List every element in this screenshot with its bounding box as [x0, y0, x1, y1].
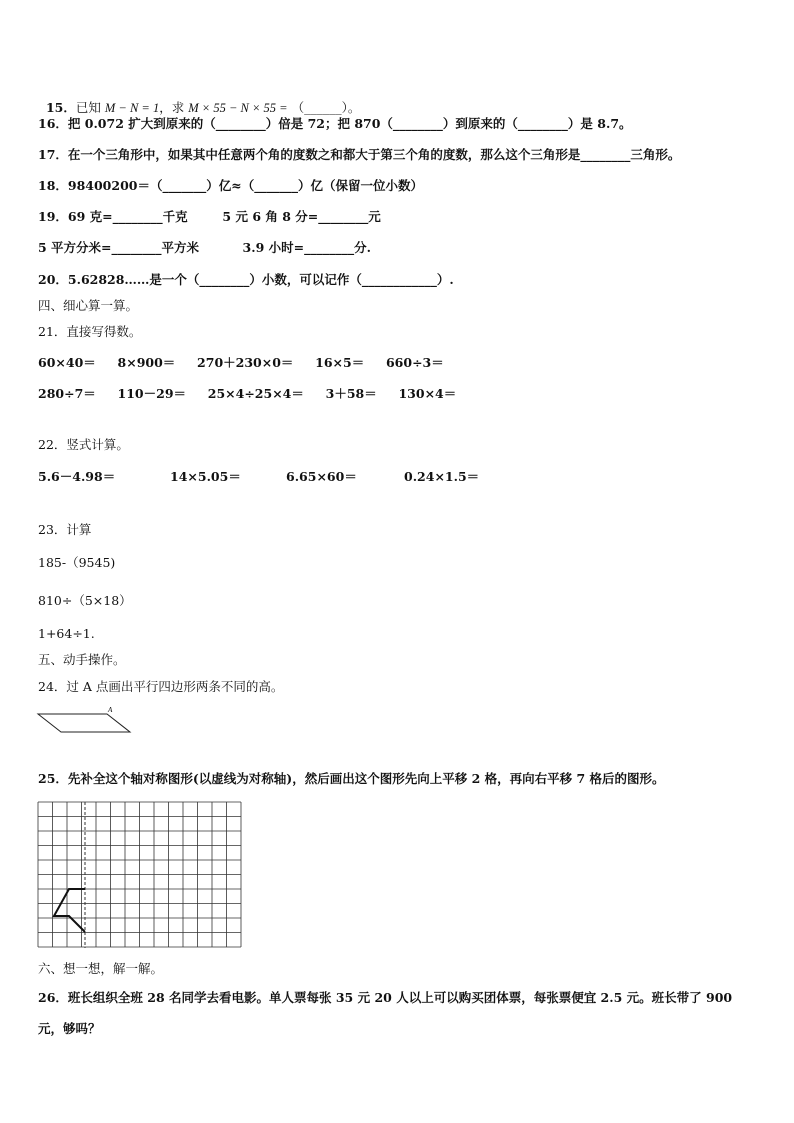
question-19-part-1: 19．69 克=________千克 5 元 6 角 8 分=________元 — [38, 209, 381, 224]
section-5-heading: 五、动手操作。 — [38, 652, 126, 667]
question-21-row-2: 280÷7＝ 110－29＝ 25×4÷25×4＝ 3＋58＝ 130×4＝ — [38, 386, 457, 401]
q15-equation-2: M × 55 − N × 55 = — [188, 101, 288, 115]
q23-expression-2: 810÷（5×18） — [38, 593, 132, 608]
section-4-heading: 四、细心算一算。 — [38, 298, 139, 313]
question-26-line-1: 26．班长组织全班 28 名同学去看电影。单人票每张 35 元 20 人以上可以购买团体票，每张票便宜 2.5 元。班长带了 900 — [38, 990, 733, 1005]
question-23: 23．计算 — [38, 522, 92, 537]
question-17: 17．在一个三角形中，如果其中任意两个角的度数之和都大于第三个角的度数，那么这个三角形是________三角形。 — [38, 147, 681, 162]
q22-item-4: 0.24×1.5＝ — [404, 469, 480, 484]
question-24: 24．过 A 点画出平行四边形两条不同的高。 — [38, 679, 284, 694]
point-a-label: A — [108, 706, 113, 714]
q15-blank: （______）。 — [291, 100, 361, 115]
question-19-part-2: 5 平方分米=________平方米 3.9 小时=________分. — [38, 240, 371, 255]
question-15 — [38, 84, 360, 116]
q15-mid: ，求 — [159, 100, 185, 115]
question-16: 16．把 0.072 扩大到原来的（________）倍是 72；把 870（________）到原来的（________）是 8.7。 — [38, 116, 632, 131]
half-figure — [54, 889, 85, 932]
question-number: 15． — [45, 100, 76, 115]
question-26-line-2: 元，够吗？ — [38, 1021, 101, 1036]
question-25: 25．先补全这个轴对称图形(以虚线为对称轴)，然后画出这个图形先向上平移 2 格，再向右平移 7 格后的图形。 — [38, 771, 665, 786]
question-22: 22．竖式计算。 — [38, 437, 129, 452]
q23-expression-3: 1+64÷1. — [38, 626, 95, 641]
question-21-row-1: 60×40＝ 8×900＝ 270＋230×0＝ 16×5＝ 660÷3＝ — [38, 355, 444, 370]
grid-figure — [36, 798, 246, 950]
question-20: 20．5.62828……是一个（________）小数，可以记作（____________）. — [38, 272, 454, 287]
q22-item-2: 14×5.05＝ — [170, 469, 241, 484]
q22-item-3: 6.65×60＝ — [286, 469, 357, 484]
q23-expression-1: 185-（9545) — [38, 555, 116, 570]
q15-equation-1: M − N = 1 — [104, 101, 160, 115]
section-6-heading: 六、想一想，解一解。 — [38, 961, 164, 976]
question-21: 21．直接写得数。 — [38, 324, 142, 339]
q15-pre: 已知 — [75, 100, 101, 115]
parallelogram-figure — [36, 703, 136, 737]
question-18: 18．98400200＝（_______）亿≈（_______）亿（保留一位小数） — [38, 178, 423, 193]
q22-item-1: 5.6－4.98＝ — [38, 469, 116, 484]
